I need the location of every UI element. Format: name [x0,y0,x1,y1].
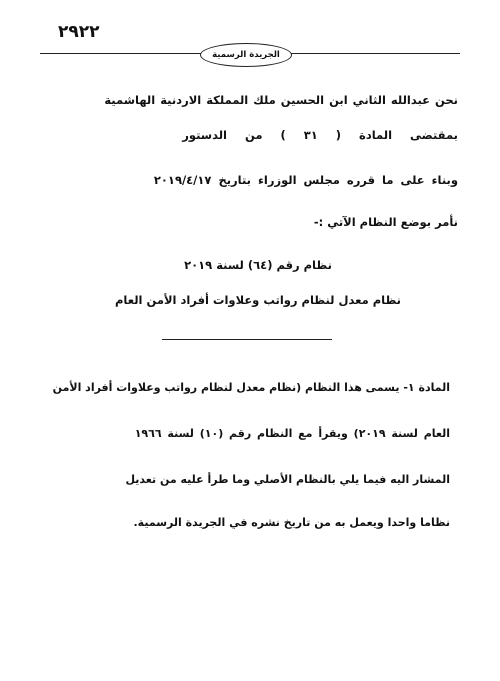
article-line-4: نظاما واحدا ويعمل به من تاريخ نشره في الجريدة الرسمية. [133,516,450,529]
article-line-2: العام لسنة ٢٠١٩) ويقرأ مع النظام رقم (١٠) لسنة ١٩٦٦ [134,427,450,440]
article-line-1: المادة ١- يسمى هذا النظام (نظام معدل لنظام رواتب وعلاوات أفراد الأمن [52,381,450,394]
page-number: ٢٩٢٢ [58,22,100,42]
section-divider [162,339,332,340]
gazette-title-badge [200,43,292,67]
regulation-title: نظام معدل لنظام رواتب وعلاوات أفراد الأمن العام [114,293,401,307]
preamble-line-3: وبناء على ما قرره مجلس الوزراء بتاريخ ٢٠١٩/٤/١٧ [153,173,458,187]
preamble-line-1: نحن عبدالله الثاني ابن الحسين ملك المملكة الاردنية الهاشمية [104,93,458,107]
article-line-3: المشار اليه فيما يلي بالنظام الأصلي وما طرأ عليه من تعديل [125,473,450,486]
regulation-number: نظام رقم (٦٤) لسنة ٢٠١٩ [184,258,332,272]
preamble-line-2: بمقتضى المادة ( ٣١ ) من الدستور [182,128,458,142]
preamble-line-4: نأمر بوضع النظام الآتي :- [313,215,458,229]
gazette-title: الجريدة الرسمية [212,50,280,60]
